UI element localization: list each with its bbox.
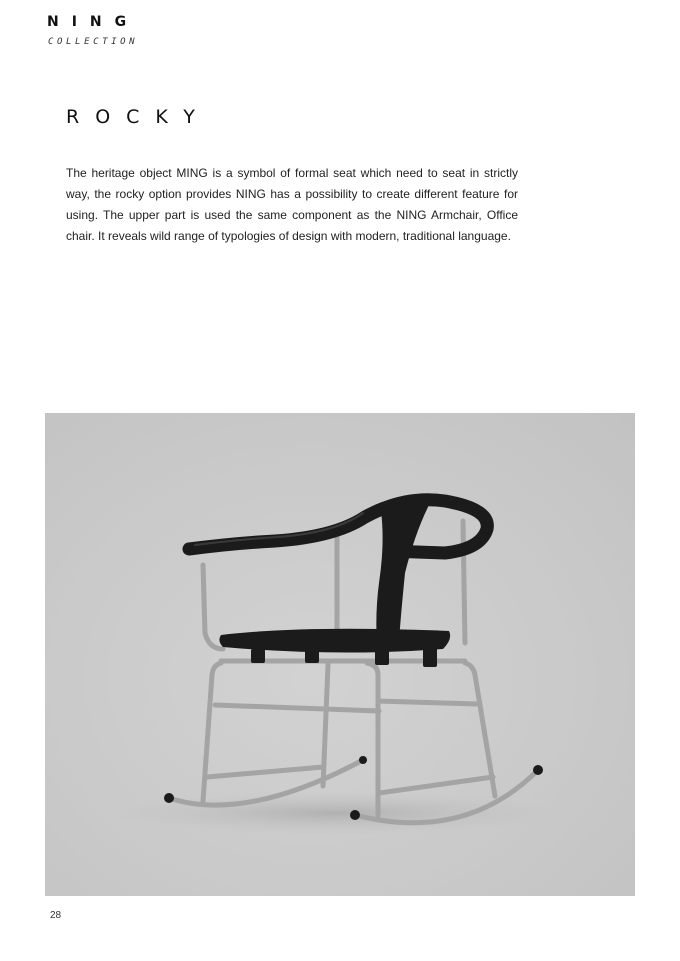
rocker-cap [164, 793, 174, 803]
steel-frame [169, 521, 538, 823]
front-left-leg [203, 663, 221, 801]
lower-stretcher-right [379, 777, 493, 793]
backrest [376, 503, 429, 645]
side-stretcher-left [215, 705, 379, 711]
brand-name: NING [47, 14, 140, 30]
product-photo [45, 413, 635, 896]
rocking-chair-illustration [45, 413, 635, 896]
rocker-cap [359, 756, 367, 764]
armrest-post-left [203, 565, 223, 649]
rocker-cap [533, 765, 543, 775]
description-paragraph: The heritage object MING is a symbol of formal seat which need to seat in strictly way, the rocky option provides NING has a possibility to create different feature for using. The upper part is used the same component as the NING Armchair, Office chair. It reveals wild range of typologies of design with modern, traditional language. [66, 166, 518, 243]
side-stretcher-right [378, 701, 477, 704]
seat [219, 629, 450, 653]
brand-subtitle: COLLECTION [48, 37, 139, 47]
page-title: ROCKY [66, 105, 211, 128]
back-post-right [463, 521, 465, 643]
lower-stretcher-left [207, 767, 323, 777]
rocker-cap [350, 810, 360, 820]
page-number: 28 [50, 910, 62, 921]
